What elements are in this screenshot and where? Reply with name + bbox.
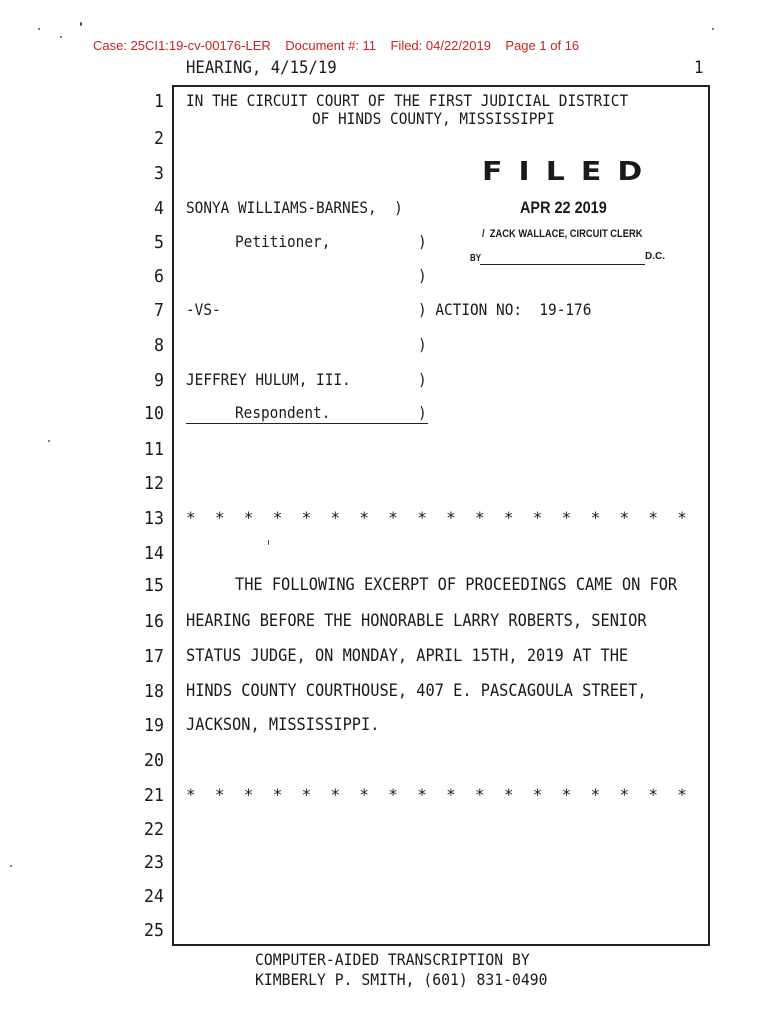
caption-paren: ) — [418, 266, 427, 285]
line-number: 25 — [144, 920, 164, 941]
stamp-date: APR 22 2019 — [520, 198, 607, 217]
court-title-line-1: IN THE CIRCUIT COURT OF THE FIRST JUDICIAL DISTRICT — [186, 91, 629, 110]
action-number: ) ACTION NO: 19-176 — [418, 300, 592, 319]
filed-date: Filed: 04/22/2019 — [390, 38, 491, 53]
line-number: 15 — [144, 575, 164, 596]
asterisk-divider: * * * * * * * * * * * * * * * * * * — [186, 508, 687, 527]
proceedings-line-15: THE FOLLOWING EXCERPT OF PROCEEDINGS CAME ON FOR — [235, 575, 678, 595]
line-number: 23 — [144, 852, 164, 873]
stamp-dc-label: D.C. — [645, 251, 665, 262]
petitioner-role: Petitioner, — [235, 232, 331, 251]
caption-paren: ) — [418, 335, 427, 354]
line-number: 22 — [144, 819, 164, 840]
petitioner-name: SONYA WILLIAMS-BARNES, ) — [186, 198, 403, 217]
court-title-line-2: OF HINDS COUNTY, MISSISSIPPI — [312, 109, 555, 128]
asterisk-divider: * * * * * * * * * * * * * * * * * * — [186, 785, 687, 804]
line-number: 20 — [144, 750, 164, 771]
scan-speck — [268, 540, 269, 545]
line-number: 7 — [154, 300, 164, 321]
line-number: 3 — [154, 163, 164, 184]
proceedings-line-19: JACKSON, MISSISSIPPI. — [186, 715, 380, 735]
versus-label: -VS- — [186, 300, 221, 319]
line-number: 12 — [144, 473, 164, 494]
stamp-signature-line — [480, 264, 645, 265]
page-title: HEARING, 4/15/19 — [186, 58, 337, 78]
line-number: 1 — [154, 91, 164, 112]
line-number: 21 — [144, 785, 164, 806]
scan-speck — [712, 28, 714, 30]
caption-paren: ) — [418, 370, 427, 389]
scan-speck — [60, 36, 62, 38]
line-number: 24 — [144, 886, 164, 907]
case-number: Case: 25CI1:19-cv-00176-LER — [93, 38, 271, 53]
document-number: Document #: 11 — [285, 38, 377, 53]
case-header — [93, 38, 579, 53]
line-number: 2 — [154, 128, 164, 149]
caption-paren: ) — [418, 232, 427, 251]
scan-speck — [38, 28, 40, 30]
proceedings-line-18: HINDS COUNTY COURTHOUSE, 407 E. PASCAGOULA STREET, — [186, 681, 647, 701]
line-number: 19 — [144, 715, 164, 736]
line-number: 14 — [144, 543, 164, 564]
stamp-clerk: / ZACK WALLACE, CIRCUIT CLERK — [482, 228, 643, 240]
scan-speck — [80, 22, 82, 26]
line-number: 5 — [154, 232, 164, 253]
respondent-role: Respondent. — [235, 403, 331, 422]
line-number: 8 — [154, 335, 164, 356]
line-number: 9 — [154, 370, 164, 391]
page-count: Page 1 of 16 — [505, 38, 580, 53]
stamp-by-label: BY — [470, 253, 482, 264]
scan-speck — [10, 865, 12, 867]
filed-stamp: FILED — [482, 157, 659, 187]
proceedings-line-17: STATUS JUDGE, ON MONDAY, APRIL 15TH, 2019 AT THE — [186, 646, 629, 666]
caption-paren: ) — [418, 403, 427, 422]
line-number: 10 — [144, 403, 164, 424]
line-number: 16 — [144, 611, 164, 632]
footer-reporter: KIMBERLY P. SMITH, (601) 831-0490 — [255, 970, 548, 989]
line-number: 11 — [144, 439, 164, 460]
scan-speck — [48, 440, 50, 442]
respondent-name: JEFFREY HULUM, III. — [186, 370, 351, 389]
line-number: 4 — [154, 198, 164, 219]
line-number: 6 — [154, 266, 164, 287]
page-number: 1 — [694, 58, 704, 78]
line-number: 13 — [144, 508, 164, 529]
proceedings-line-16: HEARING BEFORE THE HONORABLE LARRY ROBERTS, SENIOR — [186, 611, 647, 631]
line-number: 18 — [144, 681, 164, 702]
footer-transcription: COMPUTER-AIDED TRANSCRIPTION BY — [255, 950, 530, 969]
line-number: 17 — [144, 646, 164, 667]
